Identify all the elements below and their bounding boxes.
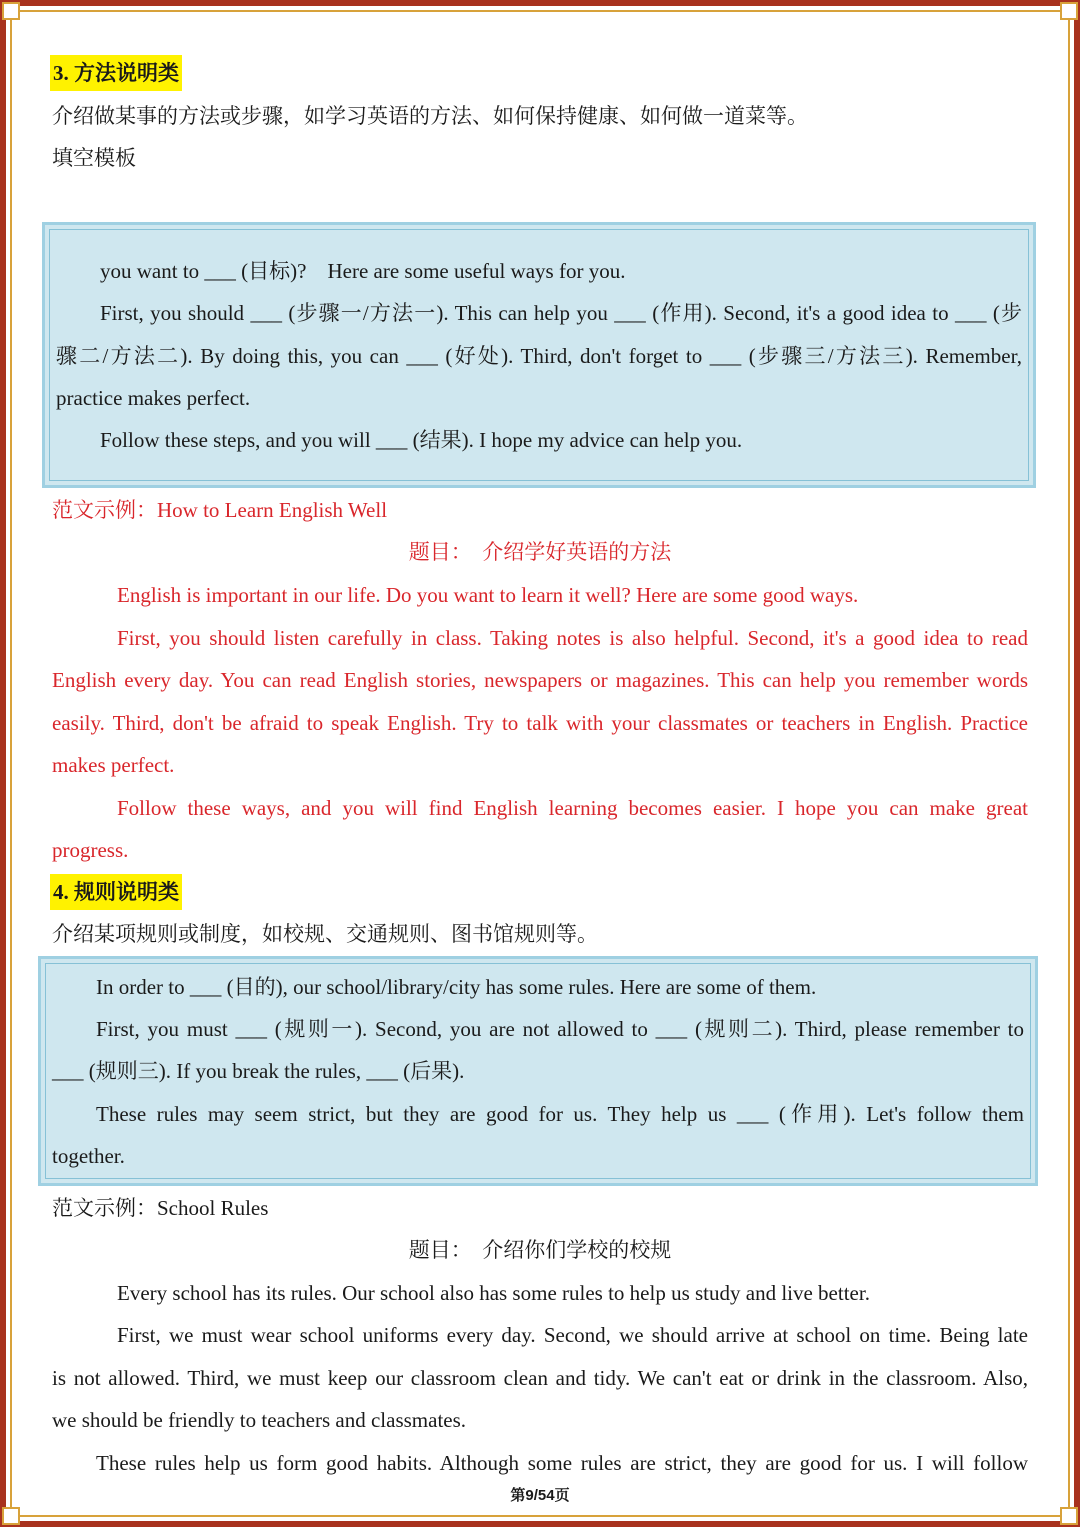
example-line: English every day. You can read English stories, newspapers or magazines. This can help you remember words	[52, 668, 1028, 692]
example-topic: 题目： 介绍你们学校的校规	[408, 1238, 672, 1262]
section-4-intro: 介绍某项规则或制度，如校规、交通规则、图书馆规则等。	[52, 922, 598, 946]
template-line: ___ (规则三). If you break the rules, ___ (后果).	[52, 1059, 465, 1083]
template-line: These rules may seem strict, but they are good for us. They help us ___ (作用). Let's follow them	[96, 1102, 1024, 1126]
template-line: practice makes perfect.	[56, 386, 251, 410]
example-line: easily. Third, don't be afraid to speak English. Try to talk with your classmates or teachers in English. Practice	[52, 711, 1028, 735]
section-3-intro: 介绍做某事的方法或步骤，如学习英语的方法、如何保持健康、如何做一道菜等。	[52, 104, 808, 128]
example-line: Follow these ways, and you will find English learning becomes easier. I hope you can make great	[117, 796, 1028, 820]
example-title: 范文示例：How to Learn English Well	[52, 498, 388, 522]
template-label: 填空模板	[52, 146, 136, 170]
template-line: Follow these steps, and you will ___ (结果). I hope my advice can help you.	[100, 428, 743, 452]
example-line: First, we must wear school uniforms every day. Second, we should arrive at school on time. Being late	[117, 1323, 1028, 1347]
example-line: These rules help us form good habits. Although some rules are strict, they are good for us. I will follow	[96, 1451, 1028, 1475]
example-line: First, you should listen carefully in class. Taking notes is also helpful. Second, it's a good idea to read	[117, 626, 1028, 650]
section-3-heading: 3. 方法说明类	[50, 55, 182, 91]
template-line: First, you must ___ (规则一). Second, you are not allowed to ___ (规则二). Third, please remember to	[96, 1017, 1024, 1041]
template-line: First, you should ___ (步骤一/方法一). This can help you ___ (作用). Second, it's a good idea to ___ (步	[100, 301, 1022, 325]
page-number: 第9/54页	[510, 1487, 570, 1504]
example-topic: 题目： 介绍学好英语的方法	[408, 540, 672, 564]
example-line: Every school has its rules. Our school also has some rules to help us study and live better.	[117, 1281, 870, 1305]
template-line: together.	[52, 1144, 125, 1168]
example-line: progress.	[52, 838, 129, 862]
example-line: makes perfect.	[52, 753, 175, 777]
example-line: is not allowed. Third, we must keep our classroom clean and tidy. We can't eat or drink in the classroom. Also,	[52, 1366, 1028, 1390]
example-title: 范文示例：School Rules	[52, 1196, 269, 1220]
example-line: English is important in our life. Do you want to learn it well? Here are some good ways.	[117, 583, 859, 607]
template-line: you want to ___ (目标)? Here are some useful ways for you.	[100, 259, 626, 283]
section-4-heading: 4. 规则说明类	[50, 874, 182, 910]
template-line: 骤二/方法二). By doing this, you can ___ (好处). Third, don't forget to ___ (步骤三/方法三). Remember,	[56, 344, 1022, 368]
example-line: we should be friendly to teachers and classmates.	[52, 1408, 467, 1432]
template-line: In order to ___ (目的), our school/library/city has some rules. Here are some of them.	[96, 975, 817, 999]
